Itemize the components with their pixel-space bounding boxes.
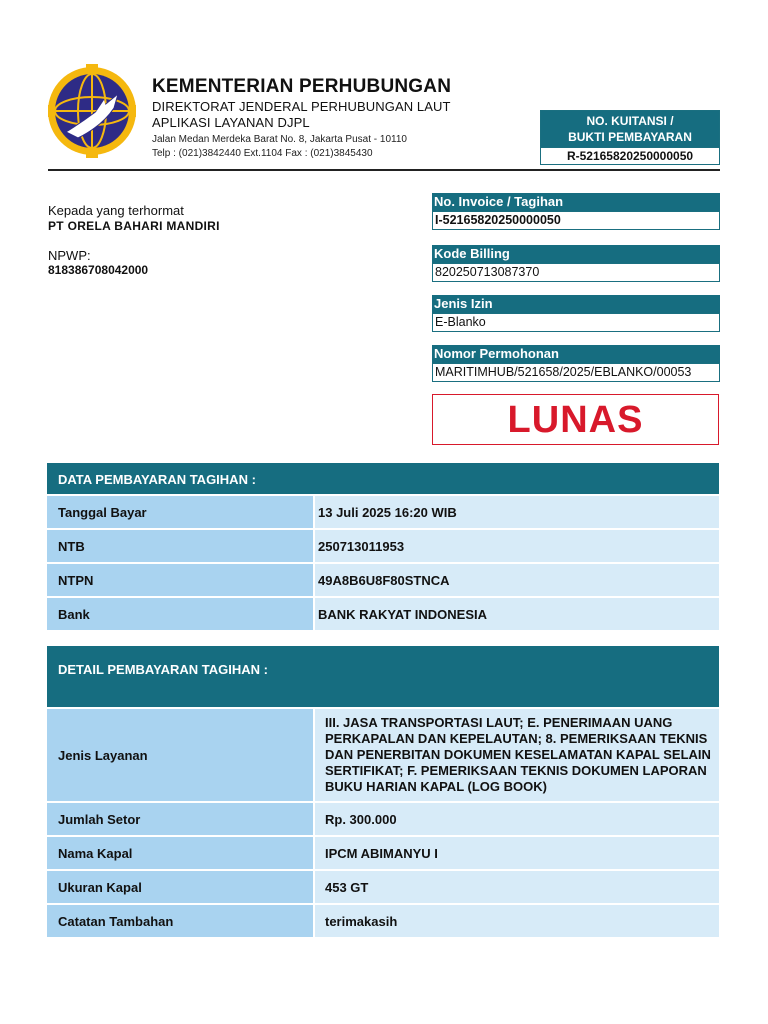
- paid-status-stamp: LUNAS: [432, 394, 719, 445]
- payment-data-table: [47, 463, 719, 632]
- table-row: [47, 496, 719, 530]
- receipt-number: R-52165820250000050: [541, 147, 719, 164]
- directorate-name: DIREKTORAT JENDERAL PERHUBUNGAN LAUT: [152, 99, 451, 114]
- payment-data-title: DATA PEMBAYARAN TAGIHAN :: [47, 463, 719, 496]
- billing-label: Kode Billing: [432, 245, 720, 263]
- table-row: [47, 709, 719, 803]
- permit-type-label: Jenis Izin: [432, 295, 720, 313]
- organization-address: Jalan Medan Merdeka Barat No. 8, Jakarta Pusat - 10110: [152, 134, 407, 145]
- ship-size-label: Ukuran Kapal: [47, 871, 315, 903]
- recipient-greeting: Kepada yang terhormat: [48, 203, 184, 218]
- payment-detail-table: [47, 646, 719, 939]
- permit-type-value: E-Blanko: [432, 313, 720, 332]
- ntpn-value: 49A8B6U8F80STNCA: [315, 564, 719, 596]
- npwp-label: NPWP:: [48, 248, 91, 263]
- ntpn-label: NTPN: [47, 564, 315, 596]
- application-name: APLIKASI LAYANAN DJPL: [152, 115, 310, 130]
- payment-date-label: Tanggal Bayar: [47, 496, 315, 528]
- table-row: [47, 598, 719, 632]
- payment-detail-title: DETAIL PEMBAYARAN TAGIHAN :: [47, 646, 719, 709]
- invoice-number: I-52165820250000050: [432, 211, 720, 230]
- invoice-box: [432, 193, 720, 230]
- table-row: [47, 530, 719, 564]
- table-row: [47, 837, 719, 871]
- receipt-label: [541, 111, 719, 147]
- ntb-label: NTB: [47, 530, 315, 562]
- table-row: [47, 871, 719, 905]
- billing-box: [432, 245, 720, 282]
- amount-label: Jumlah Setor: [47, 803, 315, 835]
- billing-code: 820250713087370: [432, 263, 720, 282]
- application-number-label: Nomor Permohonan: [432, 345, 720, 363]
- header-divider: [48, 169, 720, 171]
- table-row: [47, 803, 719, 837]
- recipient-name: PT ORELA BAHARI MANDIRI: [48, 219, 220, 233]
- notes-value: terimakasih: [315, 905, 719, 937]
- organization-title: KEMENTERIAN PERHUBUNGAN: [152, 76, 452, 97]
- bank-label: Bank: [47, 598, 315, 630]
- bank-value: BANK RAKYAT INDONESIA: [315, 598, 719, 630]
- ship-name-label: Nama Kapal: [47, 837, 315, 869]
- receipt-label-line2: BUKTI PEMBAYARAN: [568, 130, 692, 144]
- invoice-label: No. Invoice / Tagihan: [432, 193, 720, 211]
- payment-date-value: 13 Juli 2025 16:20 WIB: [315, 496, 719, 528]
- receipt-number-box: [540, 110, 720, 165]
- ntb-value: 250713011953: [315, 530, 719, 562]
- npwp-value: 818386708042000: [48, 263, 149, 277]
- service-type-value: III. JASA TRANSPORTASI LAUT; E. PENERIMAAN UANG PERKAPALAN DAN KEPELAUTAN; 8. PEMERIKSAAN TEKNIS DAN PENERBITAN DOKUMEN KESELAMATAN KAPAL SELAIN SERTIFIKAT; F. PEMERIKSAAN TEKNIS DOKUMEN LAPORAN BUKU HARIAN KAPAL (LOG BOOK): [315, 709, 719, 801]
- ship-name-value: IPCM ABIMANYU I: [315, 837, 719, 869]
- table-row: [47, 905, 719, 939]
- notes-label: Catatan Tambahan: [47, 905, 315, 937]
- receipt-label-line1: NO. KUITANSI /: [586, 114, 674, 128]
- table-row: [47, 564, 719, 598]
- application-number-value: MARITIMHUB/521658/2025/EBLANKO/00053: [432, 363, 720, 382]
- application-number-box: [432, 345, 720, 382]
- organization-phone: Telp : (021)3842440 Ext.1104 Fax : (021)3845430: [152, 148, 373, 159]
- ministry-logo-icon: [48, 64, 138, 164]
- permit-type-box: [432, 295, 720, 332]
- ship-size-value: 453 GT: [315, 871, 719, 903]
- amount-value: Rp. 300.000: [315, 803, 719, 835]
- service-type-label: Jenis Layanan: [47, 709, 315, 801]
